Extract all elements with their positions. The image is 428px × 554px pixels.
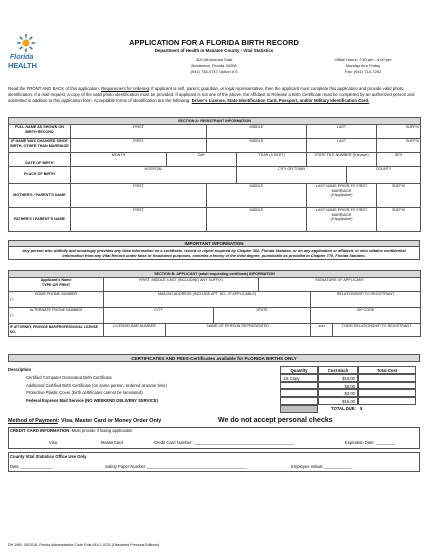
applicant-name-field[interactable] [104,277,259,291]
fee-cost: $3.00 [318,389,358,397]
fees-table [8,366,420,413]
hours-line: Monday thru Friday [345,63,381,68]
method-text: : Visa, Master Card or Money Order Only [57,418,162,424]
logo-text-florida: Florida [10,54,34,61]
cc-note: : Must provide if faxing application [69,428,133,433]
col-middle: MIDDLE [249,139,264,144]
no-personal-checks-notice: We do not accept personal checks [218,417,333,424]
mother-last-prior-field[interactable] [307,183,377,207]
if-applicable-note: (if applicable) [330,217,353,222]
fee-row [8,389,420,397]
county-use-title: County Vital Statistics Office Use Only [10,454,87,459]
county-label: COUNTY [375,167,392,172]
fee-total-input[interactable] [358,389,416,397]
fee-row [8,382,420,390]
card-number-line: ___________________________________________ [193,440,294,445]
sex-label: SEX [394,153,403,158]
section-a-registrant-table [8,117,421,232]
important-information-title: IMPORTANT INFORMATION [8,240,420,247]
father-name-label: FATHER'S / PARENT'S NAME [9,207,71,231]
mailing-address-label: MAILING ADDRESS (INCLUDE APT. NO., IF APPLICABLE) [157,292,257,297]
credit-card-box [8,427,420,449]
changed-name-middle-field[interactable] [207,138,307,152]
year-label: YEAR (4 DIGIT) [258,153,285,158]
office-hours [318,57,408,75]
date-of-birth-label: DATE OF BIRTH [9,152,71,166]
home-phone-field[interactable] [9,291,104,307]
col-suffix: SUFFIX [391,208,406,213]
card-number-label: Credit Card Number: [154,440,193,445]
employee-initials-field[interactable]: Employee Initials ____________ [291,464,352,469]
sex-field[interactable] [377,152,421,166]
quantity-input[interactable]: 1st Copy [280,374,318,382]
if-applicable-note: (if applicable) [330,193,353,198]
applicant-signature-field[interactable] [259,277,421,291]
county-of-birth-field[interactable] [347,166,421,183]
visa-option[interactable] [49,440,57,445]
birth-day-field[interactable] [167,152,237,166]
department-name: Department of Health in Manatee County - Vital Statistics [154,48,274,53]
birth-year-field[interactable] [237,152,307,166]
col-suffix: SUFFIX [405,125,419,130]
expiration-date-field[interactable] [345,440,395,445]
col-suffix: SUFFIX [405,139,419,144]
important-information-box [8,240,420,260]
instructions-paragraph [8,86,420,104]
address-line: Bradenton, Florida 34208 [191,63,237,68]
attorney-license-label: IF ATTORNEY, PROVIDE BAR/PROFESSIONAL LICENSE NO. [9,323,104,336]
important-information-text: Any person who willfully and knowingly provides any false information on a certificate, record or report required by Chapter 382, Florida Statutes, or on any application or affidavit, or who obtains confidential information from any Vital Record under false or fraudulent purposes, commits a felony of the third degree, punishable as provided in Chapter 775, Florida Statutes. [8,247,420,260]
applicant-name-cols: FIRST, MIDDLE, LAST (INCLUDING ANY SUFFIX) [139,278,223,283]
method-label: Method of Payment [8,418,58,424]
col-first: FIRST [133,184,144,189]
hospital-field[interactable] [71,166,237,183]
hospital-label: HOSPITAL [144,167,163,172]
full-name-label: FULL NAME AS SHOWN ON BIRTH RECORD [9,124,71,138]
fee-description: Additional Certified Birth Certificate (on same person, ordered at same time) [26,382,167,388]
full-name-middle-field[interactable] [207,124,307,138]
home-phone-label: HOME PHONE NUMBER [34,292,78,297]
col-middle: MIDDLE [249,208,264,213]
instructions-requirement: Requirement for ordering [101,86,149,91]
method-of-payment [8,418,161,424]
relationship-label: RELATIONSHIP TO REGISTRANT [336,292,395,297]
zip-label: ZIP CODE [356,308,375,313]
office-address [150,57,278,75]
license-label: LICENSE/ BAR NUMBER [113,324,156,329]
father-last-prior-field[interactable] [307,207,377,231]
fee-cost: $15.00 [318,374,358,382]
father-first-field[interactable] [71,207,207,231]
state-file-label: STATE FILE NUMBER [314,153,352,158]
col-middle: MIDDLE [249,184,264,189]
address-line: (941) 748-0747 Option # 5 [190,69,238,74]
area-code-paren: ( ) [10,296,14,301]
fee-total-input[interactable] [358,382,416,390]
total-cost-header: Total Cost [358,366,416,374]
section-b-applicant-table [8,270,421,337]
full-name-suffix-field[interactable] [377,124,421,138]
fee-total-input[interactable] [358,397,416,405]
city-of-birth-field[interactable] [237,166,347,183]
col-first: FIRST [133,125,144,130]
quantity-input[interactable] [280,397,318,405]
relationship-field[interactable] [311,291,421,307]
total-due-row [8,405,420,413]
place-of-birth-label: PLACE OF BIRTH [9,166,71,183]
applicant-name-label [9,277,104,291]
mailing-address-field[interactable] [104,291,311,307]
quantity-input[interactable] [280,382,318,390]
state-file-number-field[interactable] [307,152,377,166]
fee-description: Protective Plastic Cover (birth certificates cannot be laminated) [26,390,143,396]
instructions-text: : If applicant is self, parent, guardian, or legal representative, then the applicant must complete this application and provide valid photo identification. If a mail request, a copy of the valid photo identification must be provided. If applicant is not one of the above, the Affidavit to Release a Birth Certificate must be completed by an authorized person and submitted in addition to this application form. Acceptable forms of identification are the following: [8,86,415,104]
father-suffix-field[interactable] [377,207,421,231]
office-date-field[interactable]: Date ______________ [10,464,53,469]
alternate-phone-label: ALTERNATE PHONE NUMBER [29,308,83,313]
applicant-name-text: Applicant's Name [40,278,72,283]
their-relationship-label: THEIR RELATIONSHIP TO REGISTRANT [341,324,412,329]
month-label: MONTH [111,153,126,158]
last-prior-label: LAST NAME PRIOR TO FIRST MARRIAGE [315,184,368,193]
total-due-label: TOTAL DUE: [331,405,356,411]
county-office-use-box [8,452,420,472]
type-or-print-text: TYPE OR PRINT [41,282,71,287]
changed-name-first-field[interactable] [71,138,207,152]
fees-title: CERTIFICATES AND FEES-Certificates available for FLORIDA BIRTHS ONLY [8,354,420,362]
full-name-first-field[interactable] [71,124,207,138]
col-middle: MIDDLE [249,125,264,130]
city-label: CITY OR TOWN [277,167,306,172]
expiration-label: Expiration Date: ________ [345,440,395,445]
changed-name-label: IF NAME WAS CHANGED SINCE BIRTH, OTHER THAN MARRIAGE [9,138,71,152]
changed-name-suffix-field[interactable] [377,138,421,152]
fax-line: Fax: (941) 714-7292 [344,69,382,74]
fee-description: Federal Express Mail Service (NO WEEKEND DELIVERY SERVICE) [26,398,158,404]
and-connector: and [311,323,333,336]
fee-row [8,397,420,405]
area-code-paren: ( ) [10,312,14,317]
quantity-header: Quantity [280,366,318,374]
page-title: APPLICATION FOR A FLORIDA BIRTH RECORD [129,38,299,47]
description-header: Description [8,367,32,372]
full-name-last-field[interactable] [307,124,377,138]
card-number-field[interactable] [154,440,294,445]
state-label: STATE [256,308,268,313]
col-suffix: SUFFIX [391,184,406,189]
fees-header-row [8,366,420,374]
if-known-note: (if known) [352,153,369,158]
person-represented-label: NAME OF PERSON REPRESENTED [206,324,270,329]
safety-paper-number-field[interactable]: Safety Paper Number ___________________________________________ [105,464,247,469]
day-label: DAY [197,153,206,158]
quantity-input[interactable] [280,389,318,397]
total-due-field[interactable]: $ [360,405,363,411]
alternate-phone-field[interactable] [9,307,104,323]
city-label: CITY [154,308,163,313]
instructions-text: Read the FRONT AND BACK of this application. [8,86,102,91]
father-middle-field[interactable] [207,207,307,231]
acceptable-id-list: Driver's License, State Identification Card, Passport, and/or Military Identification Card. [191,98,370,104]
fee-description: Certified Computer Generated Birth Certificate [26,374,112,380]
person-represented-field[interactable] [166,323,311,336]
hours-line: Office Hours: 7:30 am - 4:00 pm [334,57,392,62]
logo-text-health: HEALTH [8,61,37,70]
cost-each-header: Cost Each [318,366,358,374]
their-relationship-field[interactable] [333,323,421,336]
cc-title-text: CREDIT CARD INFORMATION [10,428,70,433]
section-a-title: SECTION A: REGISTRANT INFORMATION [9,118,421,125]
col-last: LAST [336,125,347,130]
section-b-title: SECTION B: APPLICANT (adult requesting certificate) INFORMATION [9,271,421,278]
credit-card-title [10,428,132,433]
license-number-field[interactable] [104,323,166,336]
fee-total-input[interactable] [358,374,416,382]
col-first: FIRST [133,139,144,144]
address-line: 410 6th Avenue East [195,57,233,62]
mother-first-field[interactable] [71,183,207,207]
fee-cost: $15.00 [318,397,358,405]
mother-suffix-field[interactable] [377,183,421,207]
city-field[interactable] [104,307,214,323]
signature-label: SIGNATURE OF APPLICANT [315,278,364,283]
state-field[interactable] [214,307,311,323]
col-first: FIRST [133,208,144,213]
zip-code-field[interactable] [311,307,421,323]
mother-middle-field[interactable] [207,183,307,207]
visa-label: Visa [49,440,58,445]
mastercard-label: MasterCard [101,440,123,445]
mastercard-option[interactable] [101,440,123,445]
col-last: LAST [336,139,347,144]
fee-row [8,374,420,382]
last-prior-label: LAST NAME PRIOR TO FIRST MARRIAGE [315,208,368,217]
fee-cost: $8.00 [318,382,358,390]
changed-name-last-field[interactable] [307,138,377,152]
total-shaded-cell [280,405,318,413]
mother-name-label: MOTHER'S / PARENT'S NAME [9,183,71,207]
birth-month-field[interactable] [71,152,167,166]
form-footer: DH 1960, 04/2016, Florida Administrative Code Rule 64V-1.0131 (Obsoletes Previous Editions) [8,543,160,547]
